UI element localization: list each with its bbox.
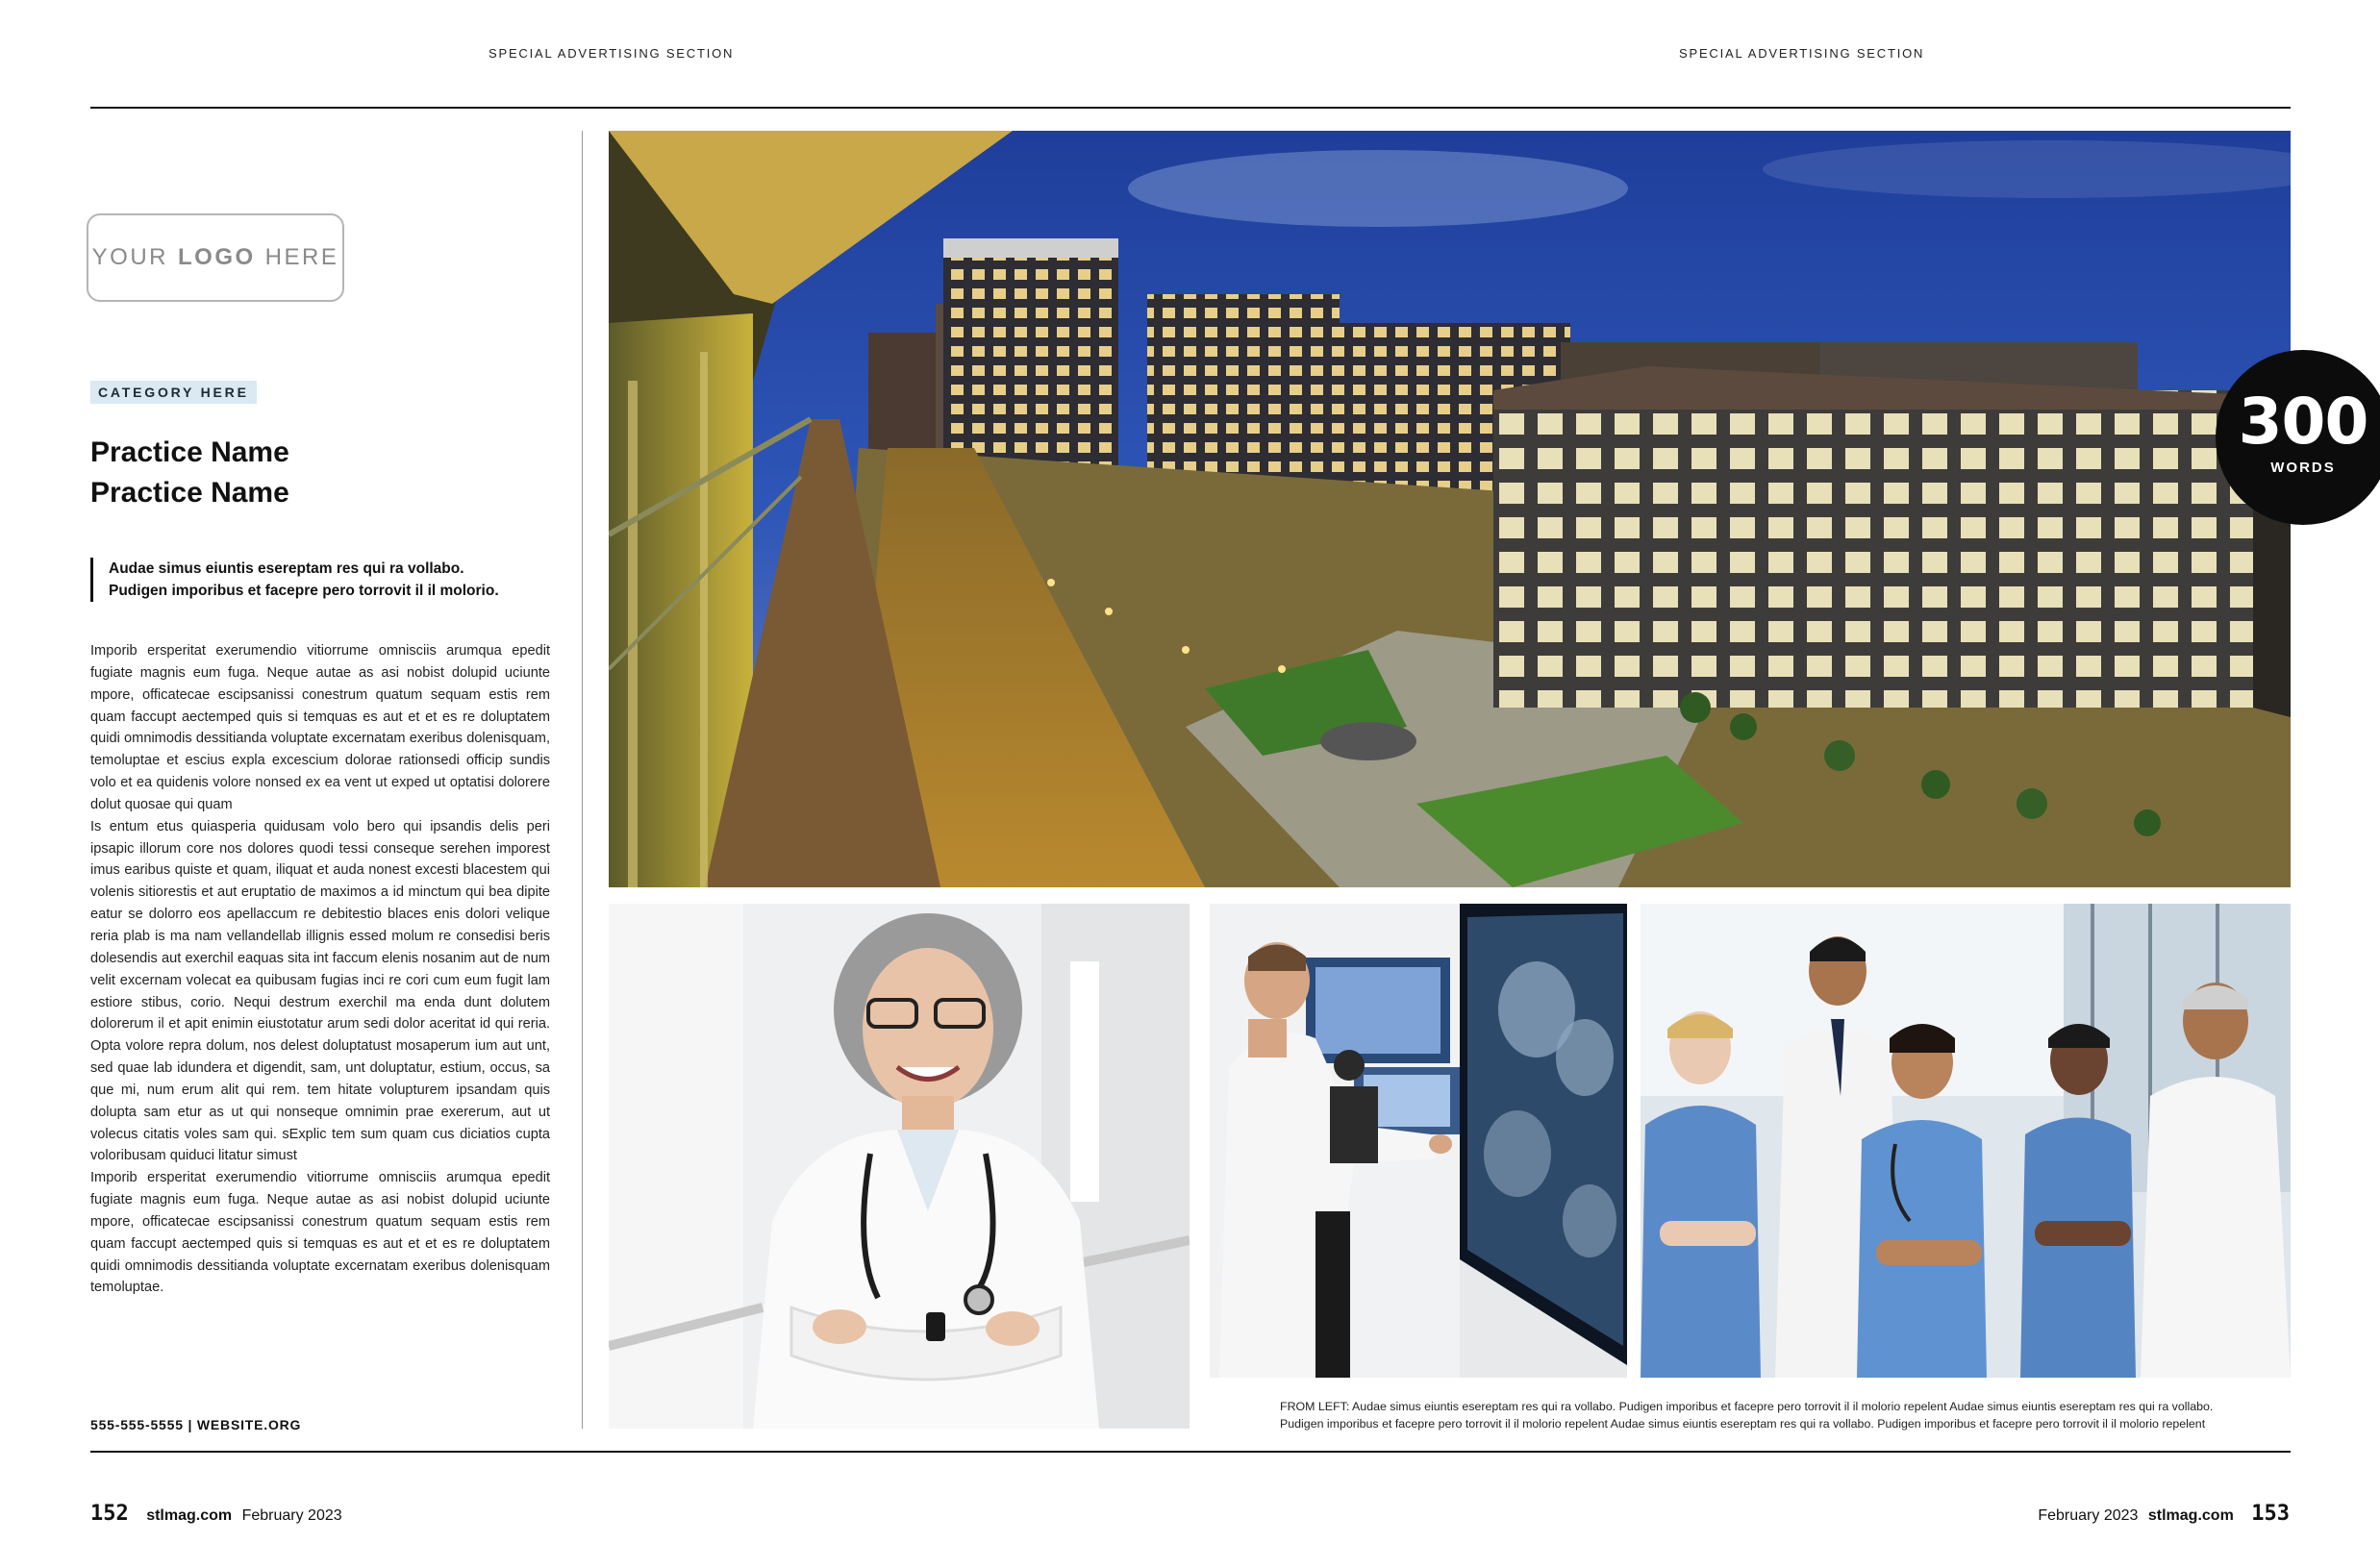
caption-line-1: FROM LEFT: Audae simus eiuntis esereptam res qui ra vollabo. Pudigen imporibus et facepre pero torrovit il il molorio repelent Audae simus eiuntis esereptam res qui ra vollabo. bbox=[1280, 1400, 2214, 1413]
medical-team-photo bbox=[1641, 904, 2291, 1378]
logo-text-3: HERE bbox=[264, 244, 339, 270]
footer-left bbox=[90, 1502, 342, 1526]
caption-line-2: Pudigen imporibus et facepre pero torrovit il il molorio repelent Audae simus eiuntis esereptam res qui ra vollabo. Pudigen imporibus et facepre pero torrovit il il molorio repelent bbox=[1280, 1417, 2206, 1431]
top-rule bbox=[90, 107, 2291, 109]
logo-text-2: LOGO bbox=[177, 244, 256, 270]
pull-quote bbox=[90, 558, 570, 602]
scan-review-illustration bbox=[1210, 904, 1627, 1378]
photo-caption bbox=[1280, 1398, 2257, 1432]
body-paragraph-3: Imporib ersperitat exerumendio vitiorrume omnisciis arumqua epedit fugiate magnis eum fuga. Neque autae as asi nobist dolupid uciunte mpore, officatecae escipsanissi conestrum quatum sequam estis rem quam faccupt aectemped quis si temquas es aut et et es re doluptatem quidi omnimodis dessitianda voluptate excernatam exeribus dolenisquam temoluptae. bbox=[90, 1170, 550, 1296]
body-paragraph-2: Is entum etus quiasperia quidusam volo bero qui ipsandis delis peri ipsapic illorum core nos dolores quodi tessi conseque serehen imporest imus earibus quiste et quam, iliquat et auda nonest excesti blacestem qui volenis sitiorestis et aut eruptatio de maximos a id minctum qui bea dipite eatur se dolorro eos apellaccum re debitestio blaces enis dolori velique reria plab is ma nam vellandellab illignis essed molum re consedisi beris dolesendis aut exerchil eaquas sita int faccum elenis nosanim aut de num velit excernam volecat ea quibusam fugias inci re cori cum eum fugit lam estiore stibus, corio. Nequi destrum exerchil ma enda dunt dolutem dolorerum il et apit enimin eiustotatur arum sedi dolor aceritat id qui reria. Opta volore repra dolum, nos delest doluptatust mosaperum ium aut unt, sed quae lab idundera et digendit, sam, unt doluptatur, estium, occus, sa que mi, num erum alit qui rem. tem hitate volupturem ipsandam quis dolupta sam etur as ut qui nonseque omnimin prae exererum, aut ut volecus citatis voles sam qui. sExplic tem sum quam cus diciatios cupta voloribusam quiduci litatur simust bbox=[90, 818, 550, 1164]
header-left: SPECIAL ADVERTISING SECTION bbox=[489, 46, 735, 61]
body-text bbox=[90, 640, 550, 1299]
city-night-illustration bbox=[609, 131, 2291, 887]
word-count-badge bbox=[2216, 350, 2380, 525]
column-divider bbox=[582, 131, 583, 1429]
category-label: CATEGORY HERE bbox=[90, 381, 257, 404]
hero-city-photo bbox=[609, 131, 2291, 887]
footer-date-right: February 2023 bbox=[2038, 1507, 2139, 1524]
badge-label: WORDS bbox=[2270, 460, 2336, 476]
page-number-left: 152 bbox=[90, 1502, 129, 1526]
medical-team-illustration bbox=[1641, 904, 2291, 1378]
scan-review-photo bbox=[1210, 904, 1627, 1378]
pull-quote-line-1: Audae simus eiuntis esereptam res qui ra vollabo. bbox=[109, 560, 464, 577]
practice-name-line-1: Practice Name bbox=[90, 436, 289, 468]
logo-placeholder bbox=[87, 213, 344, 302]
footer-site-right: stlmag.com bbox=[2147, 1507, 2234, 1524]
doctor-portrait-photo bbox=[609, 904, 1190, 1429]
footer-date-left: February 2023 bbox=[241, 1507, 342, 1524]
footer-site-left: stlmag.com bbox=[146, 1507, 233, 1524]
body-paragraph-1: Imporib ersperitat exerumendio vitiorrume omnisciis arumqua epedit fugiate magnis eum fuga. Neque autae as asi nobist dolupid uciunte mpore, officatecae escipsanissi conestrum quatum sequam estis rem quam faccupt aectemped quis si temquas es aut et et es re doluptatem quidi omnimodis dessitianda voluptate excernatam exeribus dolenisquam, temoluptae et escius expla excescium dolorae rationsedi officip sundis volo et ea quidenis volore nonsed ex ea vent ut exped ut optatisi dolorere dolut quosae qui quam bbox=[90, 643, 550, 812]
pull-quote-line-2: Pudigen imporibus et facepre pero torrovit il il molorio. bbox=[109, 583, 499, 599]
badge-number: 300 bbox=[2238, 385, 2368, 459]
logo-text-1: YOUR bbox=[91, 244, 168, 270]
contact-info: 555-555-5555 | WEBSITE.ORG bbox=[90, 1417, 302, 1432]
practice-name-line-2: Practice Name bbox=[90, 477, 289, 509]
page-number-right: 153 bbox=[2251, 1502, 2290, 1526]
doctor-portrait-illustration bbox=[609, 904, 1190, 1429]
header-right: SPECIAL ADVERTISING SECTION bbox=[1679, 46, 1925, 61]
bottom-rule bbox=[90, 1451, 2291, 1453]
footer-right bbox=[2038, 1502, 2290, 1526]
